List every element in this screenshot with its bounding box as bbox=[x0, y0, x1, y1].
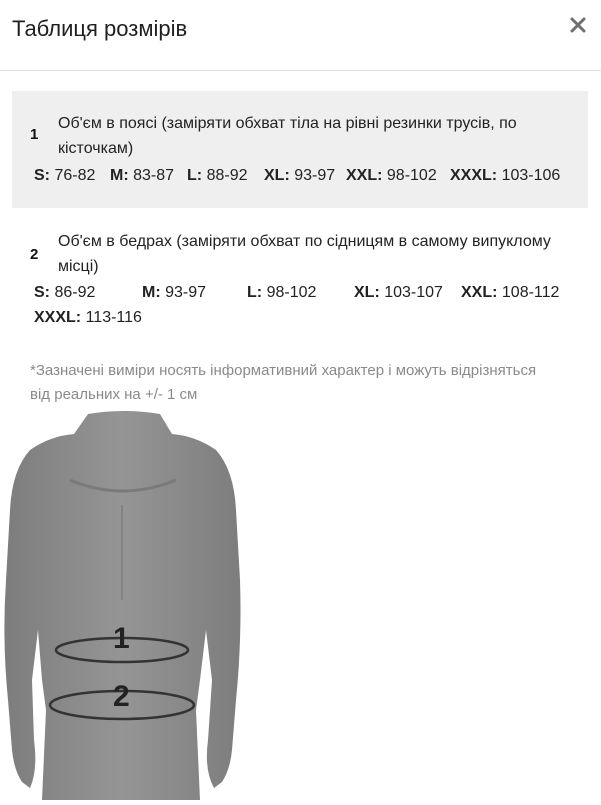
measurement-description: Об'єм в поясі (заміряти обхват тіла на рівні резинки трусів, по кісточкам) bbox=[58, 115, 517, 157]
size-m: M: 93-97 bbox=[142, 284, 207, 301]
close-icon[interactable] bbox=[567, 14, 589, 36]
size-l: L: 88-92 bbox=[187, 167, 248, 184]
modal-title: Таблиця розмірів bbox=[12, 16, 188, 41]
measurement-note: *Зазначені виміри носять інформативний характер і можуть відрізняться від реальних на +/- 1 см bbox=[30, 362, 537, 403]
size-xl: XL: 103-107 bbox=[354, 284, 443, 301]
waist-marker: 1 bbox=[113, 622, 130, 655]
measurement-description: Об'єм в бедрах (заміряти обхват по сідницям в самому випуклому місці) bbox=[58, 233, 551, 275]
size-m: M: 83-87 bbox=[110, 167, 175, 184]
measurement-number: 1 bbox=[30, 126, 39, 143]
size-xl: XL: 93-97 bbox=[264, 167, 336, 184]
size-xxxl: XXXL: 103-106 bbox=[450, 167, 561, 184]
size-xxl: XXL: 98-102 bbox=[346, 167, 437, 184]
measurement-row-waist bbox=[12, 91, 588, 208]
size-l: L: 98-102 bbox=[247, 284, 317, 301]
size-xxxl: XXXL: 113-116 bbox=[34, 309, 142, 326]
size-s: S: 86-92 bbox=[34, 284, 96, 301]
body-shape bbox=[4, 411, 240, 800]
size-s: S: 76-82 bbox=[34, 167, 96, 184]
modal-header bbox=[0, 0, 601, 71]
size-xxl: XXL: 108-112 bbox=[461, 284, 560, 301]
body-silhouette bbox=[0, 410, 260, 800]
body-silhouette-figure bbox=[0, 410, 260, 800]
measurement-row-hips bbox=[12, 220, 588, 340]
hips-marker: 2 bbox=[113, 680, 130, 713]
measurement-number: 2 bbox=[30, 246, 39, 263]
